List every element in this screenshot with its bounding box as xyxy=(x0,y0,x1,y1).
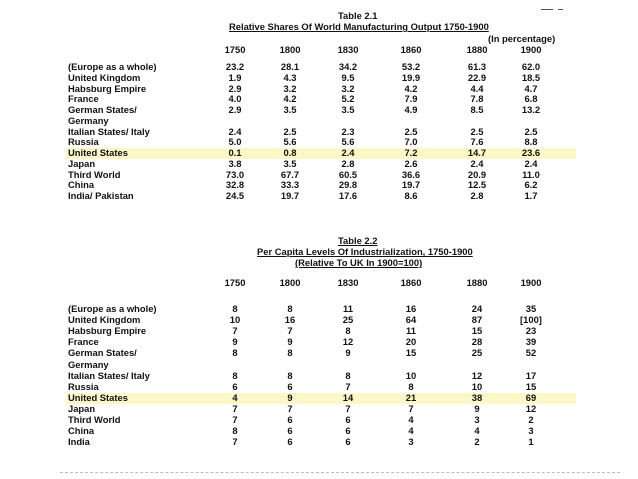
table-cell: 2.4 xyxy=(470,157,484,169)
table-cell: 7 xyxy=(345,402,351,414)
table-cell: 6 xyxy=(232,380,238,392)
year-header-cell: 1880 xyxy=(466,277,488,288)
table-cell: 7 xyxy=(232,414,238,425)
table-cell: 8.6 xyxy=(404,190,418,201)
row-label: United States xyxy=(68,147,128,158)
table-cell: 5.0 xyxy=(228,136,242,148)
table-cell: 11.0 xyxy=(522,168,540,180)
table-cell: 7.6 xyxy=(470,136,484,148)
table-cell: 6.2 xyxy=(524,179,538,191)
table-cell: 21 xyxy=(405,391,417,403)
table-cell: 69 xyxy=(525,391,537,403)
table-cell: 18.5 xyxy=(521,71,541,83)
table-cell: 9 xyxy=(474,402,480,414)
table-cell: 25 xyxy=(471,347,483,359)
table-cell: 4.7 xyxy=(524,82,538,94)
table-cell: 24 xyxy=(471,303,483,314)
table-cell: 2.9 xyxy=(228,104,242,115)
table-cell: 3 xyxy=(528,425,534,437)
table-cell: 67.7 xyxy=(280,168,300,180)
table-cell: 25 xyxy=(342,314,354,326)
year-header-cell: 1750 xyxy=(224,277,246,288)
row-label: France xyxy=(68,93,99,105)
table-cell: 3 xyxy=(474,414,480,425)
row-label: Italian States/ Italy xyxy=(68,369,150,381)
table-cell: 62.0 xyxy=(521,61,541,72)
table-cell: 19.7 xyxy=(401,179,421,191)
table-cell: 1.7 xyxy=(524,190,538,201)
row-label: German States/ xyxy=(68,347,137,359)
table-cell: 2.6 xyxy=(404,157,418,169)
table-cell: 2.5 xyxy=(283,125,297,137)
table-cell: 7.2 xyxy=(404,147,418,158)
table-cell: 29.8 xyxy=(338,179,358,191)
table-cell: 4 xyxy=(232,391,238,403)
table-cell: 7.0 xyxy=(404,136,418,148)
row-label: (Europe as a whole) xyxy=(68,303,157,314)
year-header-cell: 1900 xyxy=(520,277,542,288)
table2-subtitle-2: (Relative To UK In 1900=100) xyxy=(295,257,423,268)
table-cell: 9.5 xyxy=(341,71,355,83)
table-cell: 0.8 xyxy=(283,147,297,158)
year-header-cell: 1800 xyxy=(279,277,301,288)
table-cell: 8 xyxy=(232,303,238,314)
row-label: Habsburg Empire xyxy=(68,325,147,337)
table-cell: 16 xyxy=(405,303,417,314)
table-cell: 7 xyxy=(287,402,293,414)
table-cell: 1.9 xyxy=(228,71,242,83)
table-cell: 5.6 xyxy=(341,136,355,148)
table-cell: 6.8 xyxy=(524,93,538,105)
table-cell: 2 xyxy=(474,436,480,448)
row-label: German States/ xyxy=(68,104,137,115)
row-label: Japan xyxy=(68,402,96,414)
table-cell: 23.6 xyxy=(521,147,541,158)
table-cell: 4.4 xyxy=(470,82,484,94)
table-cell: 5.6 xyxy=(283,136,297,148)
year-header-cell: 1860 xyxy=(400,44,422,55)
table-cell: 7 xyxy=(345,380,351,392)
table-cell: 6 xyxy=(345,425,351,437)
table2-title: Table 2.2 xyxy=(338,235,378,246)
table-cell: 53.2 xyxy=(401,61,421,72)
table-cell: 23.2 xyxy=(225,61,245,72)
table-cell: 2.8 xyxy=(341,157,355,169)
table-cell: 10 xyxy=(229,314,241,326)
table-cell: 2.4 xyxy=(228,125,242,137)
row-label: India xyxy=(68,436,90,448)
table-cell: 64 xyxy=(405,314,417,326)
table-cell: 34.2 xyxy=(338,61,358,72)
table-cell: 16 xyxy=(284,314,296,326)
table-cell: 7 xyxy=(232,325,238,337)
table-cell: 3.5 xyxy=(283,157,297,169)
table-cell: 8 xyxy=(232,369,238,381)
table-cell: 3.5 xyxy=(341,104,355,115)
table-cell: 3.5 xyxy=(283,104,297,115)
row-label: United Kingdom xyxy=(68,71,141,83)
row-label: Japan xyxy=(68,157,96,169)
table-cell: 60.5 xyxy=(338,168,358,180)
row-label: Habsburg Empire xyxy=(68,82,147,94)
table-cell: 73.0 xyxy=(225,168,245,180)
table-cell: 1 xyxy=(528,436,534,448)
table-cell: 12 xyxy=(342,336,354,348)
page-bottom-rule xyxy=(60,472,620,473)
table-cell: 9 xyxy=(287,391,293,403)
corner-dash xyxy=(558,9,563,10)
table-cell: 22.9 xyxy=(467,71,487,83)
row-label: France xyxy=(68,336,99,348)
year-header-cell: 1880 xyxy=(466,44,488,55)
table-cell: 8 xyxy=(345,369,351,381)
table-cell: 2.9 xyxy=(228,82,242,94)
row-label: Third World xyxy=(68,168,121,180)
table-cell: 0.1 xyxy=(228,147,242,158)
table-cell: 11 xyxy=(406,325,416,337)
row-label: United States xyxy=(68,391,128,403)
table-cell: 9 xyxy=(232,336,238,348)
table-cell: 6 xyxy=(287,414,293,425)
table-cell: 4.2 xyxy=(404,82,418,94)
table-cell: 8 xyxy=(232,347,238,359)
table-cell: 4.9 xyxy=(404,104,418,115)
table-cell: 2.3 xyxy=(341,125,355,137)
table-cell: 20 xyxy=(405,336,417,348)
row-label: (Europe as a whole) xyxy=(68,61,157,72)
table-cell: 7 xyxy=(232,436,238,448)
table-cell: 7 xyxy=(408,402,414,414)
table-cell: 4 xyxy=(408,414,414,425)
table-cell: 2.5 xyxy=(524,125,538,137)
table-cell: 32.8 xyxy=(225,179,245,191)
table-cell: 8 xyxy=(408,380,414,392)
table-cell: 8 xyxy=(287,347,293,359)
table-cell: [100] xyxy=(520,314,542,326)
table-cell: 4.3 xyxy=(283,71,297,83)
table-cell: 9 xyxy=(345,347,351,359)
table-cell: 3.8 xyxy=(228,157,242,169)
table-cell: 9 xyxy=(287,336,293,348)
table-cell: 36.6 xyxy=(401,168,421,180)
table-cell: 10 xyxy=(405,369,417,381)
table-cell: 2.5 xyxy=(404,125,418,137)
row-label: Italian States/ Italy xyxy=(68,125,150,137)
table-cell: 4 xyxy=(474,425,480,437)
table-cell: 35 xyxy=(525,303,537,314)
table-cell: 12 xyxy=(471,369,483,381)
table-cell: 7 xyxy=(287,325,293,337)
table-cell: 14 xyxy=(342,391,354,403)
row-label: Russia xyxy=(68,380,99,392)
table1-unit-note: (In percentage) xyxy=(488,33,556,44)
year-header-cell: 1800 xyxy=(279,44,301,55)
table-cell: 4.0 xyxy=(228,93,242,105)
row-label: Third World xyxy=(68,414,121,425)
table-cell: 28 xyxy=(471,336,483,348)
table-cell: 13.2 xyxy=(521,104,541,115)
row-label: China xyxy=(68,425,95,437)
table-cell: 33.3 xyxy=(280,179,300,191)
table-cell: 6 xyxy=(287,425,293,437)
table-cell: 4.2 xyxy=(283,93,297,105)
year-header-cell: 1900 xyxy=(520,44,542,55)
table-cell: 61.3 xyxy=(467,61,487,72)
table-cell: 11 xyxy=(343,303,353,314)
table1-subtitle: Relative Shares Of World Manufacturing Output 1750-1900 xyxy=(229,21,489,32)
table-cell: 7.9 xyxy=(404,93,418,105)
table-cell: 28.1 xyxy=(280,61,300,72)
table-cell: 23 xyxy=(525,325,537,337)
table-cell: 19.9 xyxy=(401,71,421,83)
table-cell: 17.6 xyxy=(338,190,358,201)
table-cell: 3.2 xyxy=(283,82,297,94)
row-label: Russia xyxy=(68,136,99,148)
table-cell: 2.8 xyxy=(470,190,484,201)
table1-title: Table 2.1 xyxy=(338,10,378,21)
table-cell: 8 xyxy=(232,425,238,437)
table2-subtitle: Per Capita Levels Of Industrialization, 1750-1900 xyxy=(257,246,473,257)
table-cell: 4 xyxy=(408,425,414,437)
year-header-cell: 1830 xyxy=(337,44,359,55)
table-cell: 3.2 xyxy=(341,82,355,94)
table-cell: 17 xyxy=(525,369,537,381)
table-cell: 14.7 xyxy=(467,147,487,158)
table-cell: 8.8 xyxy=(524,136,538,148)
table-cell: 24.5 xyxy=(225,190,245,201)
table-cell: 6 xyxy=(287,436,293,448)
table-cell: 15 xyxy=(525,380,537,392)
table-cell: 2.5 xyxy=(470,125,484,137)
table-cell: 5.2 xyxy=(341,93,355,105)
row-label: Germany xyxy=(68,358,109,370)
table-cell: 6 xyxy=(345,436,351,448)
table-cell: 10 xyxy=(471,380,483,392)
table-cell: 8 xyxy=(287,369,293,381)
table-cell: 3 xyxy=(408,436,414,448)
row-label: United Kingdom xyxy=(68,314,141,326)
row-label: China xyxy=(68,179,95,191)
table-cell: 7 xyxy=(232,402,238,414)
year-header-cell: 1860 xyxy=(400,277,422,288)
table-cell: 12 xyxy=(525,402,537,414)
table-cell: 20.9 xyxy=(467,168,487,180)
table-cell: 2.4 xyxy=(524,157,538,169)
table-cell: 6 xyxy=(287,380,293,392)
table-cell: 87 xyxy=(471,314,483,326)
table-cell: 38 xyxy=(471,391,483,403)
table-cell: 2.4 xyxy=(341,147,355,158)
table-cell: 12.5 xyxy=(467,179,487,191)
table-cell: 7.8 xyxy=(470,93,484,105)
row-label: India/ Pakistan xyxy=(68,190,134,201)
corner-dash xyxy=(541,9,553,10)
table-cell: 8 xyxy=(287,303,293,314)
year-header-cell: 1750 xyxy=(224,44,246,55)
table-cell: 15 xyxy=(405,347,417,359)
table-cell: 52 xyxy=(525,347,537,359)
row-label: Germany xyxy=(68,114,109,126)
table-cell: 8 xyxy=(345,325,351,337)
table-cell: 15 xyxy=(471,325,483,337)
table-cell: 19.7 xyxy=(280,190,300,201)
year-header-cell: 1830 xyxy=(337,277,359,288)
table-cell: 2 xyxy=(528,414,534,425)
table-cell: 39 xyxy=(525,336,537,348)
table-cell: 8.5 xyxy=(470,104,484,115)
table-cell: 6 xyxy=(345,414,351,425)
